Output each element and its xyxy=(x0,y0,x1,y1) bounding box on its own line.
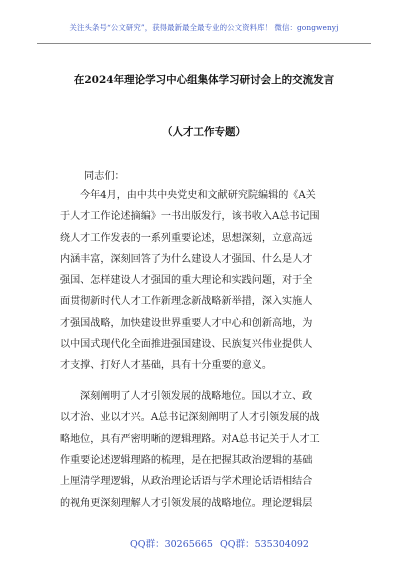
paragraph-line: 今年4月，由中共中央党史和文献研究院编辑的《A关 xyxy=(80,190,316,201)
footer-qq-group-1: QQ群：30265665 xyxy=(130,539,213,550)
document-subtitle: （人才工作专题） xyxy=(162,126,246,138)
paragraph-line: 上厘清学理逻辑，从政治理论话语与学术理论话语相结合 xyxy=(60,476,313,488)
paragraph-line: 才强国战略，加快建设世界重要人才中心和创新高地，为 xyxy=(60,317,313,329)
paragraph-line: 于人才工作论述摘编》一书出版发行，该书收入A总书记围 xyxy=(60,211,320,223)
paragraph-line: 深刻阐明了人才引领发展的战略地位。国以才立、政 xyxy=(80,391,313,402)
paragraph-line: 以才治、业以才兴。A总书记深刻阐明了人才引领发展的战 xyxy=(60,412,320,424)
salutation: 同志们： xyxy=(84,171,125,182)
paragraph-line: 作重要论述逻辑理路的梳理，是在把握其政治逻辑的基础 xyxy=(60,455,313,466)
paragraph-line: 强国、怎样建设人才强国的重大理论和实践问题，对于全 xyxy=(60,275,313,286)
paragraph-line: 以中国式现代化全面推进强国建设、民族复兴伟业提供人 xyxy=(60,338,313,350)
header-divider xyxy=(37,43,371,44)
paragraph-logic xyxy=(60,450,312,514)
paragraph-line: 略地位，具有严密明晰的逻辑理路。对A总书记关于人才工 xyxy=(60,433,320,445)
document-title: 在2024年理论学习中心组集体学习研讨会上的交流发言 xyxy=(73,74,335,86)
footer xyxy=(0,536,408,550)
paragraph-intro xyxy=(60,185,320,376)
paragraph-line: 绕人才工作发表的一系列重要论述，思想深刻，立意高远 xyxy=(60,232,313,244)
footer-qq-group-2: QQ群：535304092 xyxy=(220,539,309,550)
paragraph-strategic-position xyxy=(60,386,320,450)
paragraph-line: 内涵丰富，深刻回答了为什么建设人才强国、什么是人才 xyxy=(60,253,313,265)
header-note: 关注头条号“公文研究”，获得最新最全最专业的公文资料库！ 微信：gongwenyj xyxy=(69,23,339,32)
paragraph-line: 才支撑、打好人才基础，具有十分重要的意义。 xyxy=(60,360,272,371)
paragraph-line: 的视角更深刻理解人才引领发展的战略地位。理论逻辑层 xyxy=(60,497,313,509)
paragraph-line: 面贯彻新时代人才工作新理念新战略新举措，深入实施人 xyxy=(60,296,313,308)
